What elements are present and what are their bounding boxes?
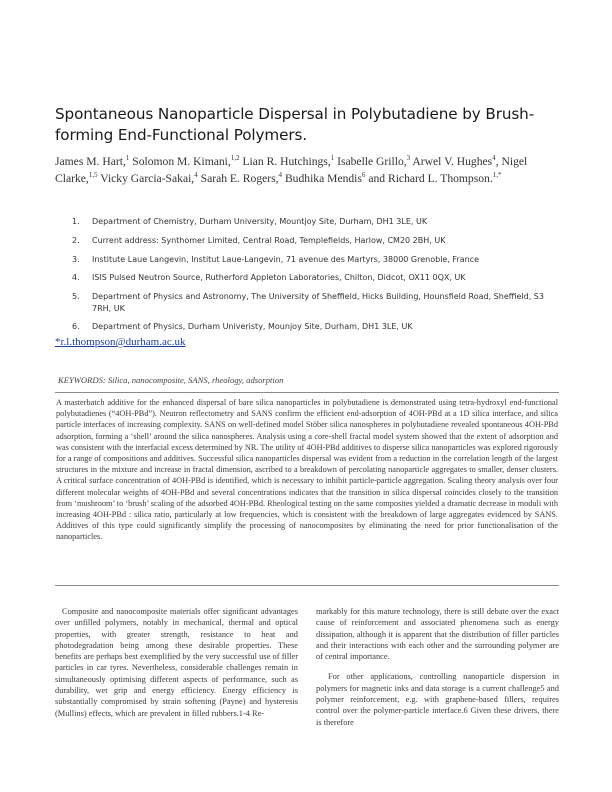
keywords-line: KEYWORDS: Silica, nanocomposite, SANS, rheology, adsorption xyxy=(58,375,284,385)
affiliation-list xyxy=(72,216,552,340)
author: Budhika Mendis$^6$ xyxy=(284,170,366,185)
author-list xyxy=(55,154,555,187)
body-column-right xyxy=(316,606,559,728)
author: Isabelle Grillo,$^3$ xyxy=(337,154,411,168)
body-paragraph: Composite and nanocomposite materials offer significant advantages over unfilled polymers, notably in mechanical, thermal and optical properties, with greater strength, resistance to heat and photodegradation being among these desirable properties. These benefits are perhaps best exemplified by the very successful use of filler particles in car tyres. Nevertheless, considerable challenges remain in simultaneously optimising different aspects of performance, such as durability, wet grip and energy efficiency. Energy efficiency is substantially compromised by strain softening (Payne) and hysteresis (Mullins) effects, which are prevalent in filled rubbers.1-4 Re- xyxy=(55,607,298,718)
author: Lian R. Hutchings,$^1$ xyxy=(242,154,335,168)
affiliation-item: 1. Department of Chemistry, Durham University, Mountjoy Site, Durham, DH1 3LE, UK xyxy=(72,217,428,226)
affiliation-item: 4. ISIS Pulsed Neutron Source, Rutherford Appleton Laboratories, Chilton, Didcot, OX11 0QX, UK xyxy=(72,273,466,283)
affiliation-item: 6. Department of Physics, Durham Univeristy, Mounjoy Site, Durham, DH1 3LE, UK xyxy=(72,322,413,332)
author: Arwel V. Hughes$^4$ xyxy=(412,154,496,168)
paper-title: Spontaneous Nanoparticle Dispersal in Polybutadiene by Brush-forming End-Functional Polymers. xyxy=(55,105,535,144)
corresponding-email-link[interactable]: *r.l.thompson@durham.ac.uk xyxy=(55,336,186,348)
body-column-left xyxy=(55,606,298,719)
author: , Nigel Clarke,$^{1,5}$ xyxy=(55,155,528,185)
body-paragraph: markably for this mature technology, there is still debate over the exact cause of reinforcement and associated phenomena such as energy dissipation, although it is apparent that the distribution of filler particles and their interactions with each other and the surrounding polymer are of central importance. xyxy=(316,607,559,662)
affiliation-item: 3. Institute Laue Langevin, Institut Laue-Langevin, 71 avenue des Martyrs, 38000 Grenoble, France xyxy=(72,254,480,264)
affiliation-item: 2. Current address: Synthomer Limited, Central Road, Templefields, Harlow, CM20 2BH, UK xyxy=(72,235,446,245)
author: and Richard L. Thompson.$^{1,*}$ xyxy=(368,170,502,185)
affiliation-item: 5. Department of Physics and Astronomy, The University of Sheffield, Hicks Building, Hounsfield Road, Sheffield, S3 7RH, UK xyxy=(72,292,544,313)
author: Vicky Garcia-Sakai,$^4$ xyxy=(100,170,198,185)
author: James M. Hart,$^1$ xyxy=(55,154,130,168)
author: Sarah E. Rogers,$^4$ xyxy=(200,170,283,185)
body-paragraph: For other applications, controlling nanoparticle dispersion in polymers for magnetic inks and data storage is a current challenge5 and polymer reinforcement, e.g. with graphene-based fillers, requires control over the polymer-particle interface.6 Given these drivers, there is therefore xyxy=(316,672,559,727)
abstract-box: A masterbatch additive for the enhanced dispersal of bare silica nanoparticles in polybutadiene is demonstrated using tetra-hydroxyl end-functional polybutadienes (“4OH-PBd”). Neutron reflectometry and SANS confirm the efficient end-adsorption of 4OH-PBd at a 1D silica interface, and silica particle interfaces of increasing complexity. SANS on well-defined model Stöber silica nanospheres in polybutadiene revealed spontaneous 4OH-PBd adsorption, forming a ‘shell’ around the silica nanospheres. Analysis using a core-shell fractal model system showed that the extent of adsorption and was consistent with the interfacial excess determined by NR. The utility of 4OH-PBd additives to disperse silica nanoparticles was explored rigorously for a range of compositions and additives. Successful silica nanoparticles dispersal was evident from a reduction in the correlation length of the largest structures in the mixture and increase in fractal dimension, ascribed to a breakdown of percolating nanoparticle aggregates to smaller, denser clusters. A critical surface concentration of 4OH-PBd is identified, which is necessary to inhibit particle-particle aggregation. Scaling theory analysis over four different molecular weights of 4OH-PBd and several concentrations indicates that the transition in silica dispersal coincides closely to the transition from ‘mushroom’ to ‘brush’ scaling of the adsorbed 4OH-PBd. Rheological testing on the same composites yielded a dramatic decrease in moduli with increasing 4OH-PBd : silica ratio, particularly at low frequencies, which is consistent with the breakdown of large aggregates evidenced by SANS. Additives of this type could significantly simplify the processing of nanocomposites by eliminating the need for prior functionalisation of the nanoparticles. xyxy=(55,392,559,586)
author: Solomon M. Kimani,$^{1,2}$ xyxy=(132,154,240,168)
